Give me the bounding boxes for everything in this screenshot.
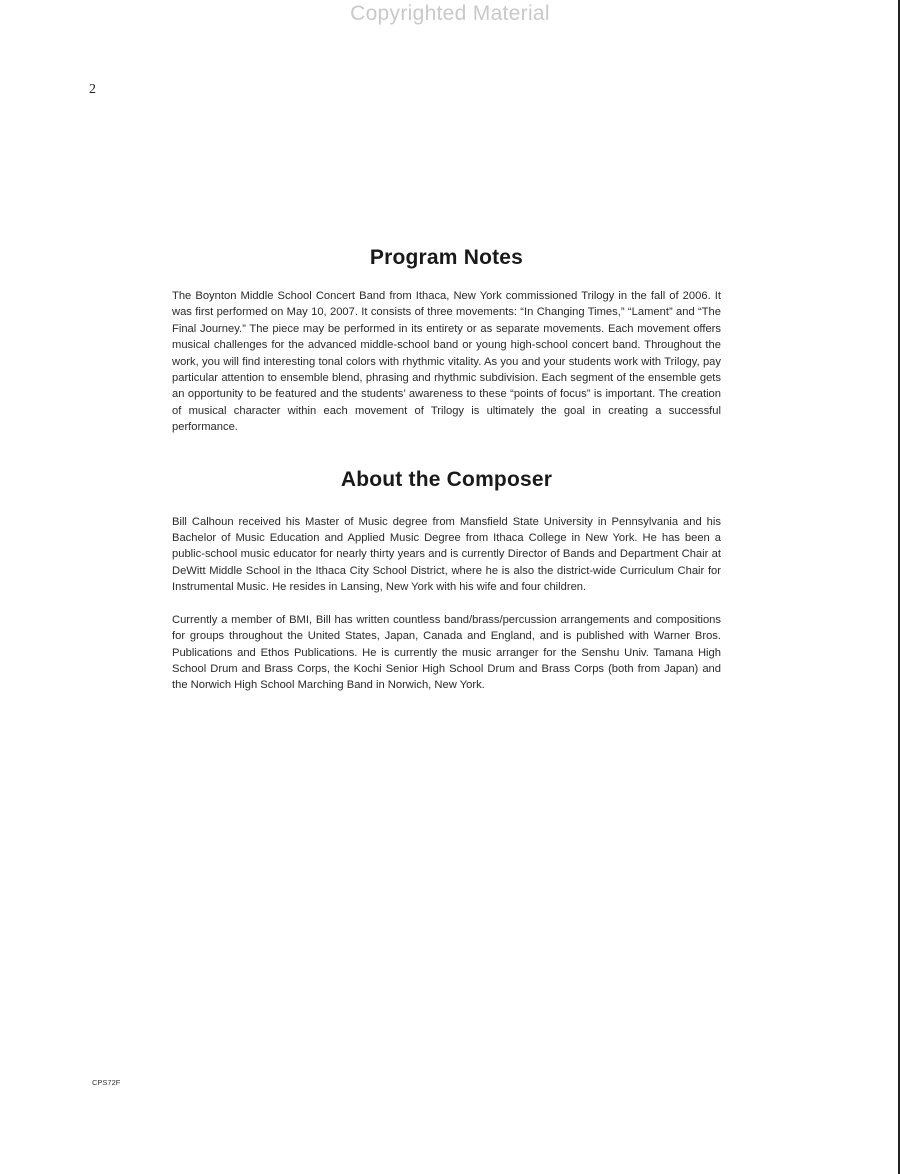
catalog-code: CPS72F	[92, 1078, 121, 1087]
composer-works-paragraph: Currently a member of BMI, Bill has written countless band/brass/percussion arrangements and compositions for groups throughout the United States, Japan, Canada and England, and is published with Warner Bros. Publications and Ethos Publications. He is currently the music arranger for the Senshu Univ. Tamana High School Drum and Brass Corps, the Kochi Senior High School Drum and Brass Corps (both from Japan) and the Norwich High School Marching Band in Norwich, New York.	[172, 613, 721, 692]
about-composer-section	[172, 468, 721, 694]
section-spacer	[172, 436, 721, 468]
page-content	[172, 246, 721, 694]
program-notes-paragraph: The Boynton Middle School Concert Band from Ithaca, New York commissioned Trilogy in the fall of 2006. It was first performed on May 10, 2007. It consists of three movements: “In Changing Times,” “Lament” and “The Final Journey.” The piece may be performed in its entirety or as separate movements. Each movement offers musical challenges for the advanced middle-school band or young high-school concert band. Throughout the work, you will find interesting tonal colors with rhythmic vitality. As you and your students work with Trilogy, pay particular attention to ensemble blend, phrasing and rhythmic subdivision. Each segment of the ensemble gets an opportunity to be featured and the students’ awareness to these “points of focus” is important. The creation of musical character within each movement of Trilogy is ultimately the goal in creating a successful performance.	[172, 290, 721, 434]
composer-bio-paragraph: Bill Calhoun received his Master of Music degree from Mansfield State University in Pennsylvania and his Bachelor of Music Education and Applied Music Degree from Ithaca College in New York. He has been a public-school music educator for nearly thirty years and is currently Director of Bands and Department Chair at DeWitt Middle School in the Ithaca City School District, where he is also the district-wide Curriculum Chair for Instrumental Music. He resides in Lansing, New York with his wife and four children.	[172, 515, 721, 594]
program-notes-heading: Program Notes	[369, 246, 524, 269]
page-number: 2	[89, 82, 96, 97]
program-notes-section	[172, 246, 721, 436]
about-composer-heading: About the Composer	[340, 467, 553, 491]
copyright-watermark: Copyrighted Material	[350, 2, 550, 25]
